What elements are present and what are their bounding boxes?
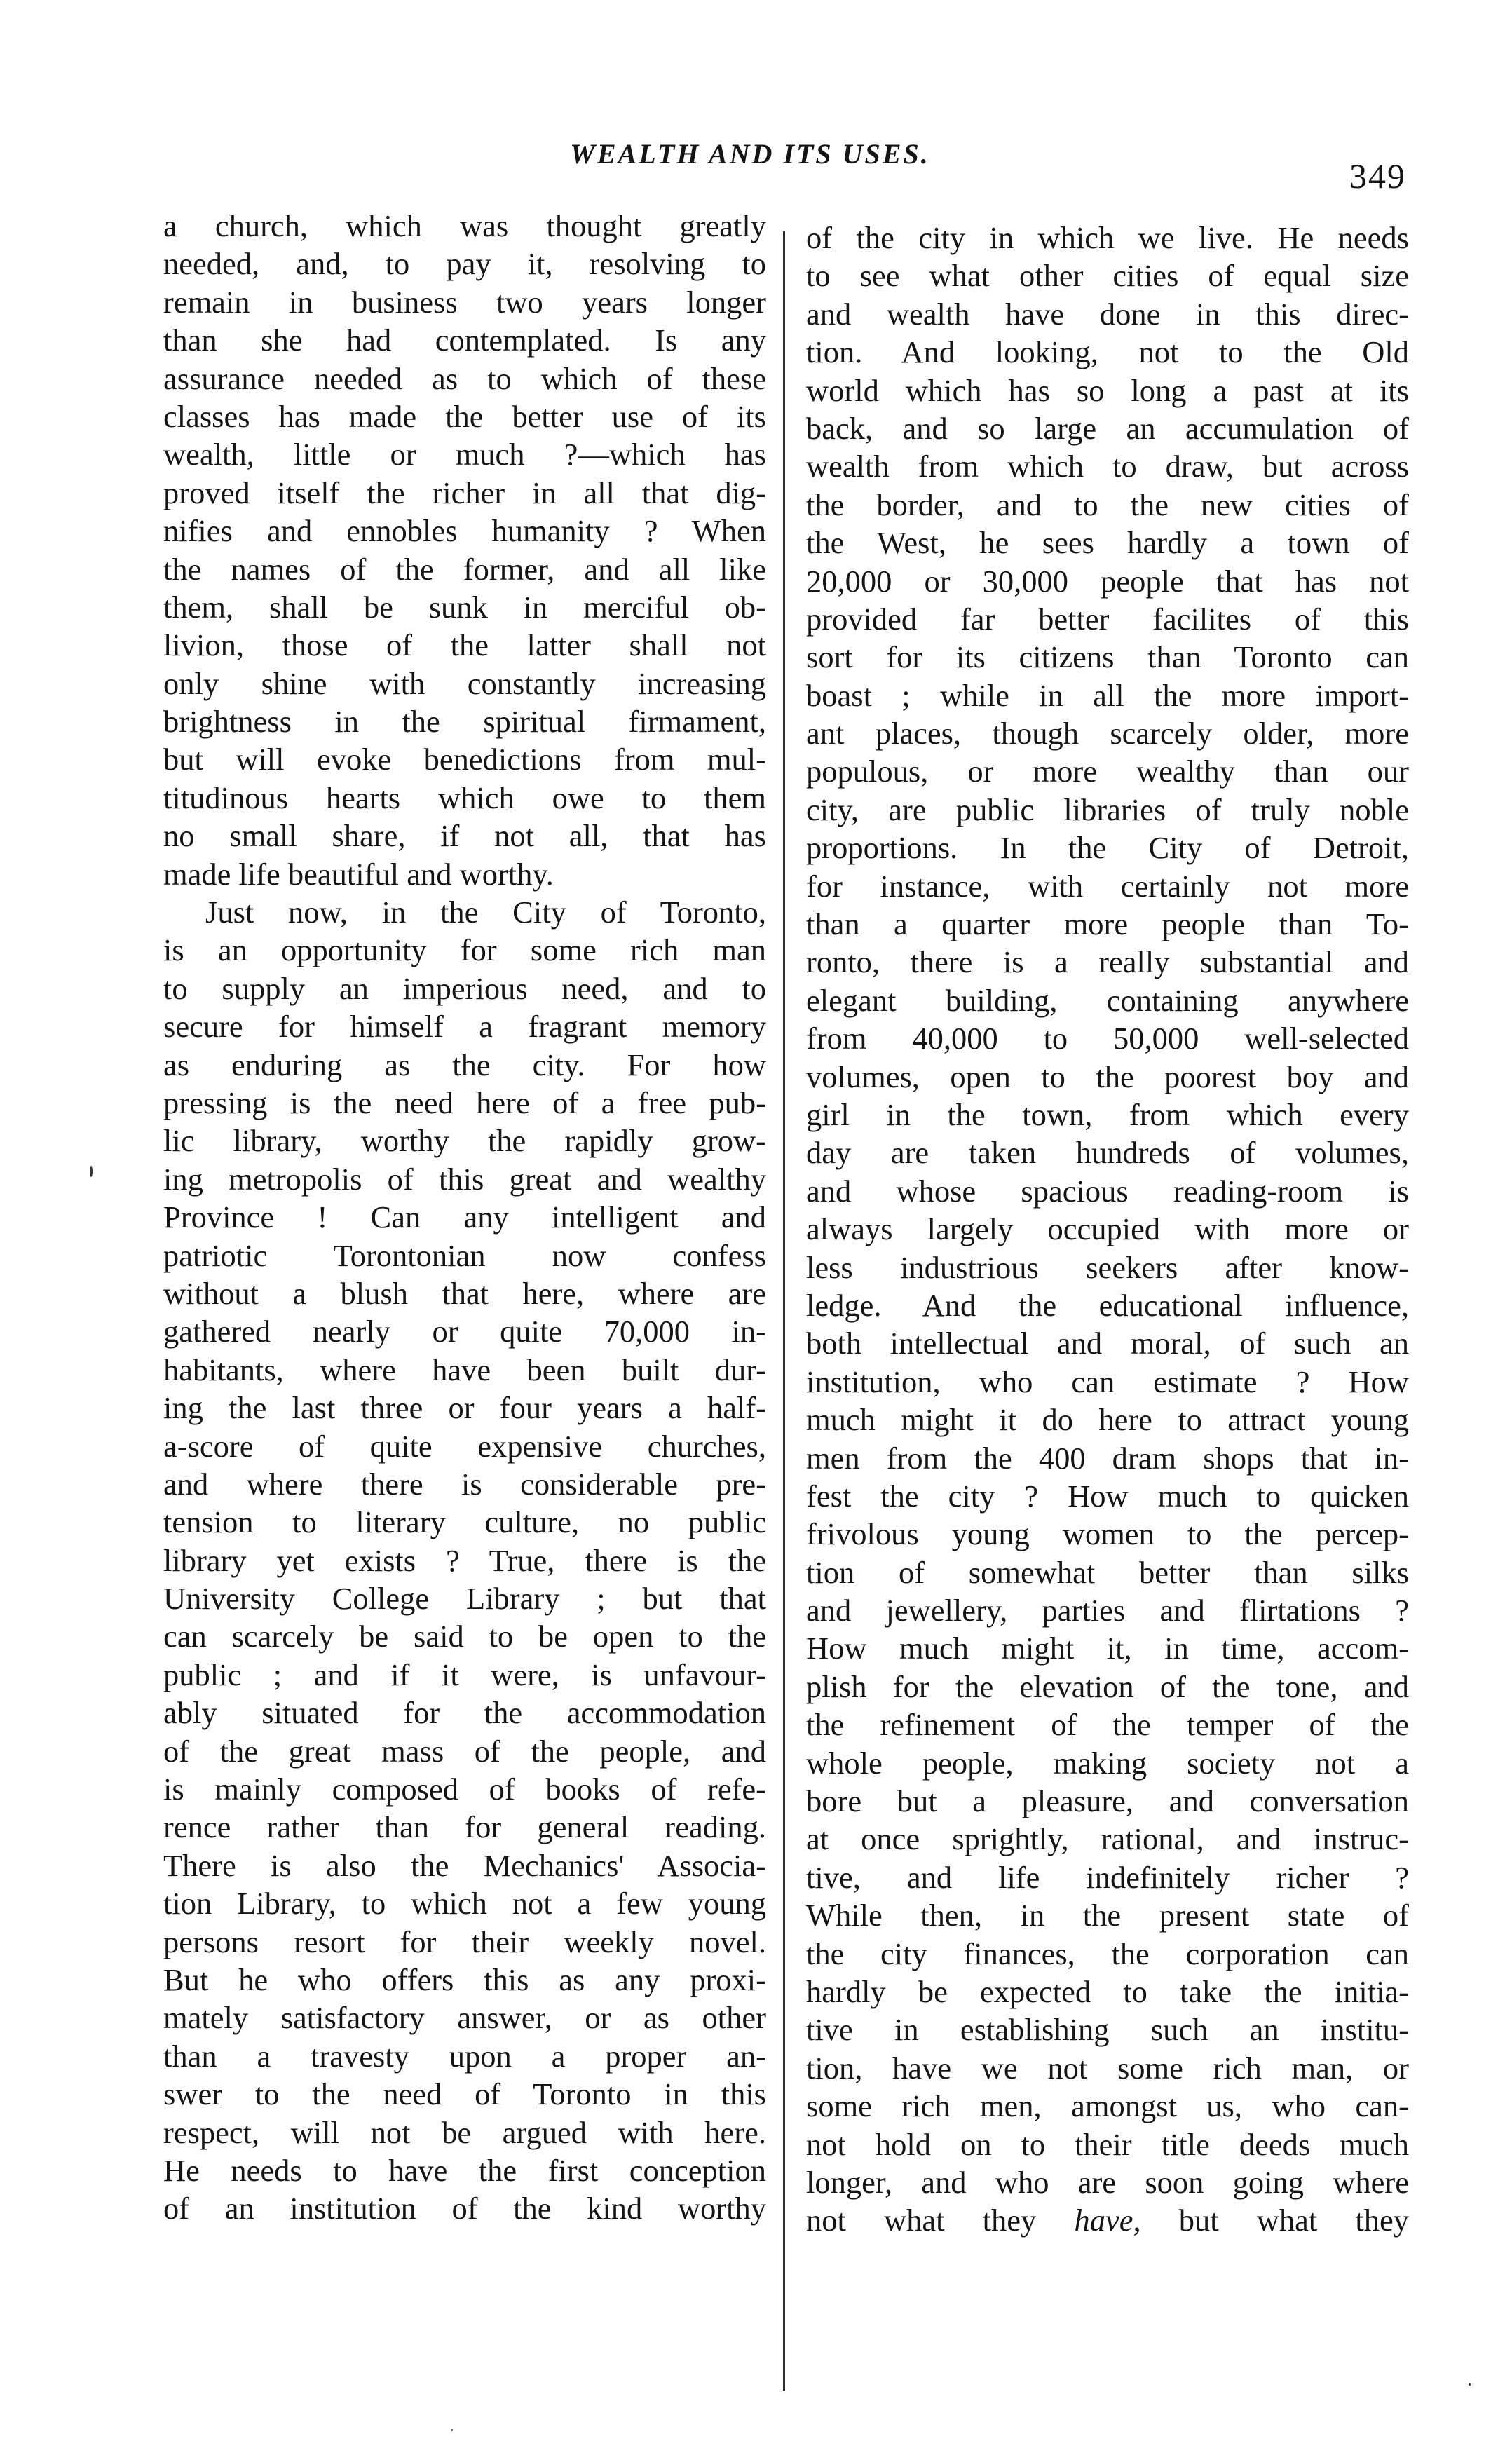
right-column-line: the refinement of the temper of the — [806, 1707, 1409, 1743]
left-column-line: ing metropolis of this great and wealthy — [163, 1161, 766, 1197]
left-column-line: them, shall be sunk in merciful ob- — [163, 589, 766, 625]
right-column-line: to see what other cities of equal size — [806, 258, 1409, 294]
left-column-line: only shine with constantly increasing — [163, 665, 766, 701]
right-column-line: less industrious seekers after know- — [806, 1249, 1409, 1285]
left-column-line: is an opportunity for some rich man — [163, 932, 766, 968]
right-column-line: ledge. And the educational influence, — [806, 1287, 1409, 1323]
left-column-line: assurance needed as to which of these — [163, 360, 766, 396]
left-column-line: He needs to have the first conception — [163, 2152, 766, 2188]
right-column-line: always largely occupied with more or — [806, 1211, 1409, 1247]
right-column-line: frivolous young women to the percep- — [806, 1516, 1409, 1552]
right-column-line: plish for the elevation of the tone, and — [806, 1668, 1409, 1704]
left-column-line: persons resort for their weekly novel. — [163, 1924, 766, 1959]
left-column-line: as enduring as the city. For how — [163, 1047, 766, 1082]
left-column-line: public ; and if it were, is unfavour- — [163, 1657, 766, 1692]
right-column-line: ronto, there is a really substantial and — [806, 944, 1409, 980]
left-column-line: proved itself the richer in all that dig- — [163, 475, 766, 510]
left-column-line: remain in business two years longer — [163, 284, 766, 320]
right-column-line: longer, and who are soon going where — [806, 2164, 1409, 2200]
left-column-line: nifies and ennobles humanity ? When — [163, 513, 766, 549]
left-column-line: ably situated for the accommodation — [163, 1695, 766, 1731]
left-column-line: habitants, where have been built dur- — [163, 1352, 766, 1387]
left-column-line: livion, those of the latter shall not — [163, 627, 766, 663]
left-column-line: titudinous hearts which owe to them — [163, 780, 766, 815]
ink-speck — [451, 2429, 453, 2431]
left-column-line: gathered nearly or quite 70,000 in- — [163, 1314, 766, 1349]
left-column-line: needed, and, to pay it, resolving to — [163, 246, 766, 282]
right-column-line: of the city in which we live. He needs — [806, 220, 1409, 255]
line-text: not what they — [806, 2203, 1075, 2238]
right-column-line: and wealth have done in this direc- — [806, 296, 1409, 332]
right-column-line: sort for its citizens than Toronto can — [806, 639, 1409, 675]
right-column-line: not hold on to their title deeds much — [806, 2126, 1409, 2162]
running-head: WEALTH AND ITS USES. — [570, 138, 930, 170]
right-column-line: whole people, making society not a — [806, 1745, 1409, 1781]
left-column-line: University College Library ; but that — [163, 1581, 766, 1617]
left-column-line: a church, which was thought greatly — [163, 208, 766, 243]
left-column-line: no small share, if not all, that has — [163, 818, 766, 854]
right-column-line: from 40,000 to 50,000 well-selected — [806, 1021, 1409, 1056]
left-column-line: tension to literary culture, no public — [163, 1504, 766, 1540]
right-column-line: tive, and life indefinitely richer ? — [806, 1859, 1409, 1895]
right-column-line: tion. And looking, not to the Old — [806, 334, 1409, 370]
right-column-line: for instance, with certainly not more — [806, 868, 1409, 904]
right-column-line: and whose spacious reading-room is — [806, 1173, 1409, 1209]
right-column-line: some rich men, amongst us, who can- — [806, 2088, 1409, 2124]
right-column-line: the West, he sees hardly a town of — [806, 525, 1409, 561]
right-column-line: elegant building, containing anywhere — [806, 982, 1409, 1018]
right-column-line: institution, who can estimate ? How — [806, 1363, 1409, 1399]
ink-speck — [90, 1166, 93, 1177]
left-column-line: pressing is the need here of a free pub- — [163, 1084, 766, 1120]
left-column-line: to supply an imperious need, and to — [163, 970, 766, 1006]
left-column-line: can scarcely be said to be open to the — [163, 1619, 766, 1654]
right-text-column — [806, 219, 1409, 2240]
column-divider — [783, 231, 785, 2391]
left-column-line: Province ! Can any intelligent and — [163, 1199, 766, 1235]
left-column-line: mately satisfactory answer, or as other — [163, 2000, 766, 2036]
line-text-after: , but what they — [1133, 2203, 1410, 2238]
left-column-line: rence rather than for general reading. — [163, 1809, 766, 1845]
left-column-line: of the great mass of the people, and — [163, 1733, 766, 1769]
right-column-line: the city finances, the corporation can — [806, 1936, 1409, 1971]
left-column-line: wealth, little or much ?—which has — [163, 437, 766, 472]
left-column-line: of an institution of the kind worthy — [163, 2191, 766, 2226]
left-column-line: than she had contemplated. Is any — [163, 322, 766, 358]
left-column-line: the names of the former, and all like — [163, 551, 766, 587]
right-column-line: city, are public libraries of truly noble — [806, 791, 1409, 827]
right-column-line: proportions. In the City of Detroit, — [806, 830, 1409, 866]
left-column-line: Just now, in the City of Toronto, — [205, 895, 766, 930]
ink-speck — [1469, 2383, 1471, 2386]
right-column-line: both intellectual and moral, of such an — [806, 1326, 1409, 1361]
right-column-line: than a quarter more people than To- — [806, 906, 1409, 942]
left-column-line: But he who offers this as any proxi- — [163, 1961, 766, 1997]
right-column-line: back, and so large an accumulation of — [806, 410, 1409, 446]
right-column-line: populous, or more wealthy than our — [806, 754, 1409, 789]
right-column-line: at once sprightly, rational, and instruc- — [806, 1821, 1409, 1857]
left-column-line: without a blush that here, where are — [163, 1275, 766, 1311]
right-column-line: bore but a pleasure, and conversation — [806, 1783, 1409, 1819]
right-column-line: How much might it, in time, accom- — [806, 1631, 1409, 1666]
left-column-line: swer to the need of Toronto in this — [163, 2076, 766, 2112]
left-column-line: lic library, worthy the rapidly grow- — [163, 1123, 766, 1159]
right-column-line — [806, 2201, 1409, 2239]
left-column-line: brightness in the spiritual firmament, — [163, 704, 766, 740]
page-number: 349 — [1349, 156, 1406, 196]
left-column-line: There is also the Mechanics' Associa- — [163, 1847, 766, 1883]
right-column-line: and jewellery, parties and flirtations ? — [806, 1593, 1409, 1628]
left-column-line: made life beautiful and worthy. — [163, 856, 554, 892]
left-column-line: than a travesty upon a proper an- — [163, 2038, 766, 2074]
right-column-line: the border, and to the new cities of — [806, 487, 1409, 522]
left-column-line: tion Library, to which not a few young — [163, 1886, 766, 1922]
right-column-line: volumes, open to the poorest boy and — [806, 1059, 1409, 1094]
right-column-line: provided far better facilites of this — [806, 601, 1409, 637]
left-column-line: and where there is considerable pre- — [163, 1466, 766, 1502]
left-column-line: a-score of quite expensive churches, — [163, 1428, 766, 1464]
right-column-line: tion of somewhat better than silks — [806, 1554, 1409, 1590]
right-column-line: girl in the town, from which every — [806, 1096, 1409, 1132]
right-column-line: hardly be expected to take the initia- — [806, 1973, 1409, 2009]
right-column-line: tive in establishing such an institu- — [806, 2012, 1409, 2048]
right-column-line: men from the 400 dram shops that in- — [806, 1440, 1409, 1476]
left-column-line: library yet exists ? True, there is the — [163, 1542, 766, 1578]
right-column-line: ant places, though scarcely older, more — [806, 716, 1409, 752]
left-text-column — [163, 207, 766, 2228]
left-column-line: classes has made the better use of its — [163, 398, 766, 434]
right-column-line: 20,000 or 30,000 people that has not — [806, 563, 1409, 599]
right-column-line: tion, have we not some rich man, or — [806, 2050, 1409, 2086]
left-column-line: secure for himself a fragrant memory — [163, 1009, 766, 1045]
right-column-line: boast ; while in all the more import- — [806, 677, 1409, 713]
left-column-line: respect, will not be argued with here. — [163, 2114, 766, 2150]
right-column-line: While then, in the present state of — [806, 1898, 1409, 1933]
left-column-line: is mainly composed of books of refe- — [163, 1771, 766, 1807]
right-column-line: day are taken hundreds of volumes, — [806, 1135, 1409, 1171]
right-column-line: world which has so long a past at its — [806, 372, 1409, 408]
right-column-line: fest the city ? How much to quicken — [806, 1478, 1409, 1514]
italic-word: have — [1074, 2203, 1133, 2238]
right-column-line: wealth from which to draw, but across — [806, 449, 1409, 484]
left-column-line: patriotic Torontonian now confess — [163, 1237, 766, 1273]
right-column-line: much might it do here to attract young — [806, 1402, 1409, 1438]
left-column-line: ing the last three or four years a half- — [163, 1390, 766, 1426]
left-column-line: but will evoke benedictions from mul- — [163, 742, 766, 777]
